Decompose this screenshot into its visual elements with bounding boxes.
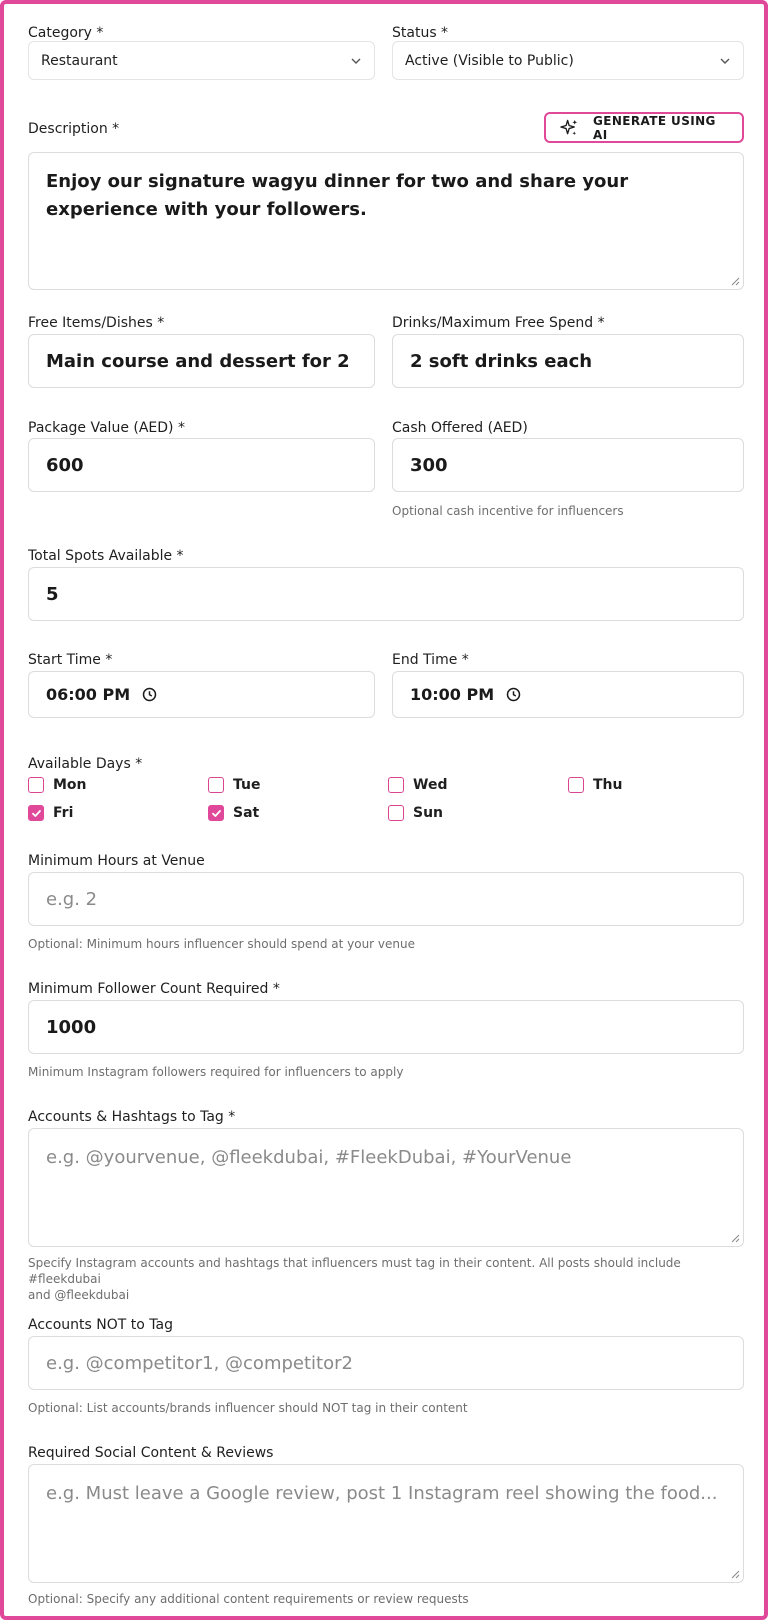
tags-placeholder: e.g. @yourvenue, @fleekdubai, #FleekDubai, #YourVenue (46, 1147, 572, 1168)
day-label: Sat (233, 805, 260, 821)
status-value: Active (Visible to Public) (405, 52, 574, 69)
free-items-label: Free Items/Dishes * (28, 315, 165, 331)
end-time-label: End Time * (392, 652, 469, 668)
category-label: Category * (28, 25, 104, 41)
day-label: Fri (53, 805, 74, 821)
day-checkbox-mon[interactable] (28, 777, 87, 793)
day-checkbox-wed[interactable] (388, 777, 447, 793)
resize-handle-icon[interactable] (731, 1570, 740, 1579)
not-tag-input[interactable]: e.g. @competitor1, @competitor2 (28, 1336, 744, 1390)
checkbox[interactable] (388, 777, 404, 793)
day-label: Tue (233, 777, 261, 793)
social-content-help: Optional: Specify any additional content requirements or review requests (28, 1592, 469, 1606)
day-checkbox-tue[interactable] (208, 777, 260, 793)
checkbox[interactable] (208, 777, 224, 793)
category-value: Restaurant (41, 52, 118, 69)
min-hours-input[interactable]: e.g. 2 (28, 872, 744, 926)
min-followers-input[interactable]: 1000 (28, 1000, 744, 1054)
sparkles-icon (560, 118, 579, 138)
social-content-placeholder: e.g. Must leave a Google review, post 1 Instagram reel showing the food... (46, 1483, 718, 1504)
cash-offered-help: Optional cash incentive for influencers (392, 504, 624, 518)
checkbox[interactable] (208, 805, 224, 821)
social-content-textarea[interactable] (28, 1464, 744, 1583)
checkbox[interactable] (28, 777, 44, 793)
free-items-input[interactable]: Main course and dessert for 2 (28, 334, 375, 388)
day-checkbox-thu[interactable] (568, 777, 622, 793)
generate-ai-label: GENERATE USING AI (593, 113, 716, 142)
cash-offered-input[interactable]: 300 (392, 438, 744, 492)
start-time-input[interactable] (28, 671, 375, 718)
package-value-label: Package Value (AED) * (28, 420, 185, 436)
status-select[interactable] (392, 41, 744, 80)
package-value-input[interactable]: 600 (28, 438, 375, 492)
start-time-value: 06:00 PM (46, 685, 131, 704)
checkbox[interactable] (28, 805, 44, 821)
day-label: Mon (53, 777, 87, 793)
checkmark-icon (211, 808, 222, 819)
generate-ai-button[interactable] (544, 112, 744, 143)
day-label: Wed (413, 777, 448, 793)
description-textarea[interactable] (28, 152, 744, 290)
clock-icon[interactable] (506, 687, 521, 702)
chevron-down-icon (719, 55, 731, 67)
end-time-input[interactable] (392, 671, 744, 718)
tags-help-line2: and @fleekdubai (28, 1288, 130, 1302)
total-spots-label: Total Spots Available * (28, 548, 184, 564)
status-label: Status * (392, 25, 449, 41)
category-select[interactable] (28, 41, 375, 80)
day-label: Thu (593, 777, 623, 793)
tags-help-line1: Specify Instagram accounts and hashtags that influencers must tag in their content. All posts should include #fleekdubai (28, 1256, 681, 1286)
day-checkbox-sat[interactable] (208, 805, 259, 821)
resize-handle-icon[interactable] (731, 277, 740, 286)
not-tag-help: Optional: List accounts/brands influencer should NOT tag in their content (28, 1401, 468, 1415)
tags-textarea[interactable] (28, 1128, 744, 1247)
description-label: Description * (28, 121, 120, 137)
available-days-label: Available Days * (28, 756, 143, 772)
total-spots-input[interactable]: 5 (28, 567, 744, 621)
start-time-label: Start Time * (28, 652, 113, 668)
cash-offered-label: Cash Offered (AED) (392, 420, 528, 436)
min-hours-help: Optional: Minimum hours influencer should spend at your venue (28, 937, 415, 951)
day-label: Sun (413, 805, 444, 821)
day-checkbox-fri[interactable] (28, 805, 73, 821)
tags-help (28, 1255, 748, 1303)
min-hours-label: Minimum Hours at Venue (28, 853, 205, 869)
clock-icon[interactable] (142, 687, 157, 702)
checkmark-icon (31, 808, 42, 819)
social-content-label: Required Social Content & Reviews (28, 1445, 274, 1461)
min-followers-help: Minimum Instagram followers required for influencers to apply (28, 1065, 404, 1079)
end-time-value: 10:00 PM (410, 685, 495, 704)
chevron-down-icon (350, 55, 362, 67)
description-value: Enjoy our signature wagyu dinner for two and share your experience with your followers. (46, 171, 629, 220)
resize-handle-icon[interactable] (731, 1234, 740, 1243)
min-followers-label: Minimum Follower Count Required * (28, 981, 280, 997)
checkbox[interactable] (388, 805, 404, 821)
not-tag-label: Accounts NOT to Tag (28, 1317, 173, 1333)
tags-label: Accounts & Hashtags to Tag * (28, 1109, 236, 1125)
drinks-input[interactable]: 2 soft drinks each (392, 334, 744, 388)
drinks-label: Drinks/Maximum Free Spend * (392, 315, 605, 331)
day-checkbox-sun[interactable] (388, 805, 443, 821)
checkbox[interactable] (568, 777, 584, 793)
